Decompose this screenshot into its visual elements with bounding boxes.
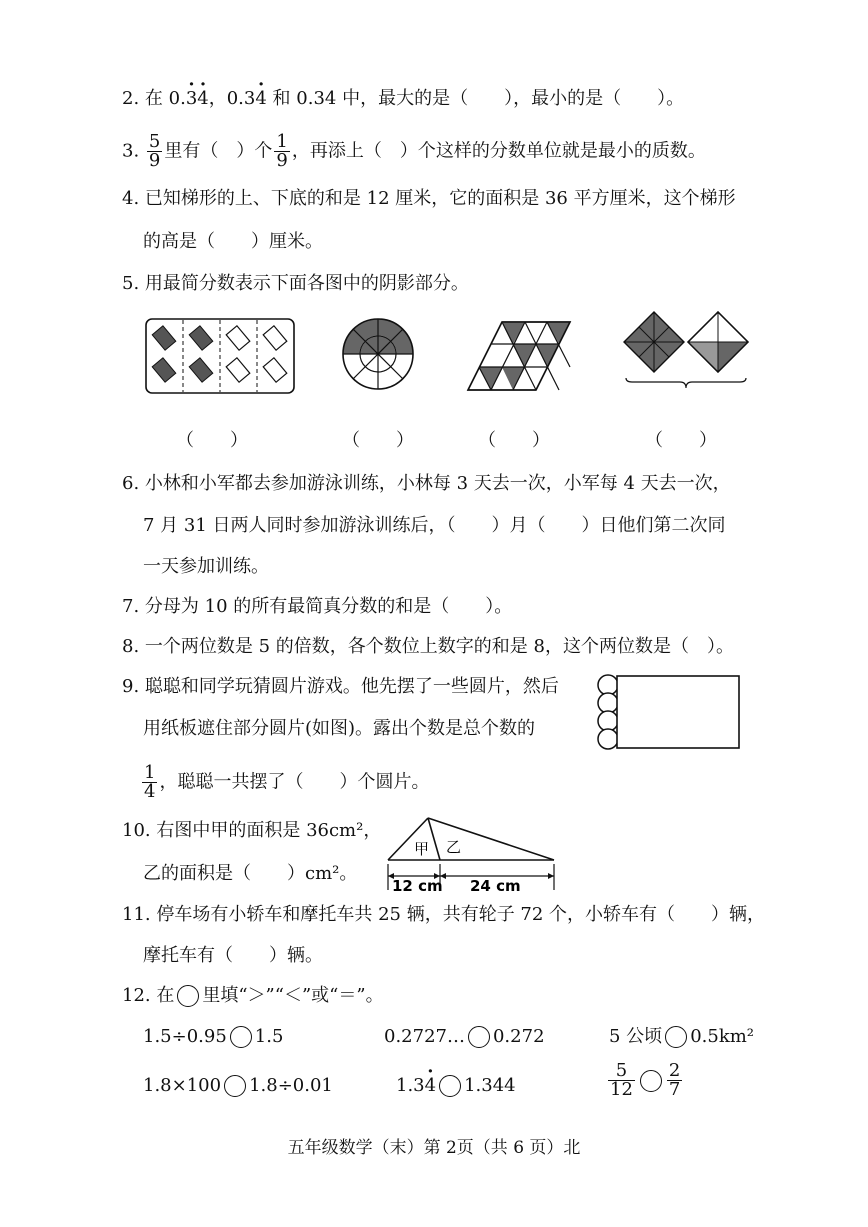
question-9-line1: 9. 聪聪和同学玩猜圆片游戏。他先摆了一些圆片，然后 bbox=[122, 676, 559, 697]
q12-text: 里填“＞”“＜”或“＝”。 bbox=[202, 985, 384, 1006]
q5-answer-1: （ ） bbox=[176, 430, 248, 451]
q5-answer-2: （ ） bbox=[342, 430, 414, 451]
compare-3: 5 公顷 0.5km² bbox=[609, 1026, 755, 1047]
question-3 bbox=[122, 133, 706, 170]
question-2 bbox=[122, 86, 684, 112]
q2-number: 2. bbox=[122, 88, 140, 109]
dimension-24cm: 24 cm bbox=[470, 877, 521, 895]
question-10-line1: 10. 右图中甲的面积是 36cm²， bbox=[122, 820, 382, 841]
compare-5: 1.34 · 1.344 bbox=[396, 1073, 516, 1099]
blank-circle-icon bbox=[177, 985, 199, 1007]
compare-circle-6[interactable] bbox=[640, 1070, 662, 1092]
q2-repeating-digit: 4 · bbox=[197, 86, 208, 112]
compare-circle-4[interactable] bbox=[224, 1075, 246, 1097]
dimension-12cm: 12 cm bbox=[392, 877, 443, 895]
q2-text: 和 0.34 中，最大的是（ ），最小的是（ ）。 bbox=[266, 88, 685, 109]
q2-repeating-digit: 4 · bbox=[255, 86, 266, 112]
q3-number: 3. bbox=[122, 140, 140, 162]
compare-2: 0.2727… 0.272 bbox=[384, 1026, 545, 1047]
question-11-line1: 11. 停车场有小轿车和摩托车共 25 辆，共有轮子 72 个，小轿车有（ ）辆， bbox=[122, 904, 766, 925]
compare-1: 1.5÷0.95 1.5 bbox=[143, 1026, 284, 1047]
question-6-line3: 一天参加训练。 bbox=[143, 556, 269, 577]
q3-text: 里有（ ）个 bbox=[164, 140, 273, 162]
question-10-line2: 乙的面积是（ ）cm²。 bbox=[143, 863, 358, 884]
fraction-1-9: $\frac{1}{9}$ bbox=[276, 131, 288, 171]
fraction-2-7: $\frac{2}{7}$ bbox=[668, 1060, 681, 1100]
question-4-line2: 的高是（ ）厘米。 bbox=[143, 231, 323, 252]
compare-6 bbox=[606, 1062, 684, 1099]
figure-circle bbox=[340, 316, 416, 392]
q5-answer-4: （ ） bbox=[645, 430, 717, 451]
question-4-line1: 4. 已知梯形的上、下底的和是 12 厘米，它的面积是 36 平方厘米，这个梯形 bbox=[122, 188, 736, 209]
question-6-line1: 6. 小林和小军都去参加游泳训练，小林每 3 天去一次，小军每 4 天去一次， bbox=[122, 473, 731, 494]
question-12 bbox=[122, 983, 384, 1009]
fraction-5-9: $\frac{5}{9}$ bbox=[148, 131, 161, 171]
page-footer: 五年级数学（末）第 2页（共 6 页）北 bbox=[287, 1138, 581, 1158]
q2-repeating-digit: 3 · bbox=[186, 86, 197, 112]
q9-text: ，聪聪一共摆了（ ）个圆片。 bbox=[159, 771, 430, 793]
question-11-line2: 摩托车有（ ）辆。 bbox=[143, 945, 323, 966]
fraction-1-4: $\frac{1}{4}$ bbox=[144, 762, 156, 802]
label-jia: 甲 bbox=[414, 840, 430, 858]
figure-tags bbox=[145, 318, 295, 394]
figure-coins-board bbox=[596, 672, 742, 752]
fraction-5-12: $\frac{5}{12}$ bbox=[610, 1060, 633, 1100]
question-5: 5. 用最简分数表示下面各图中的阴影部分。 bbox=[122, 273, 469, 294]
question-9-line3 bbox=[140, 764, 429, 801]
label-yi: 乙 bbox=[446, 838, 462, 856]
question-6-line2: 7 月 31 日两人同时参加游泳训练后，（ ）月（ ）日他们第二次同 bbox=[143, 515, 726, 536]
compare-circle-3[interactable] bbox=[665, 1026, 687, 1048]
q5-answer-3: （ ） bbox=[478, 430, 550, 451]
question-9-line2: 用纸板遮住部分圆片(如图)。露出个数是总个数的 bbox=[143, 718, 536, 739]
q3-text: ，再添上（ ）个这样的分数单位就是最小的质数。 bbox=[291, 140, 706, 162]
question-7: 7. 分母为 10 的所有最简真分数的和是（ ）。 bbox=[122, 596, 513, 617]
q12-text: 12. 在 bbox=[122, 985, 175, 1006]
q2-text: ，0.3 bbox=[208, 88, 256, 109]
q2-text: 在 0. bbox=[144, 88, 186, 109]
figure-parallelogram bbox=[466, 320, 572, 392]
question-8: 8. 一个两位数是 5 的倍数，各个数位上数字的和是 8，这个两位数是（ ）。 bbox=[122, 636, 734, 657]
figure-triangles bbox=[384, 814, 558, 896]
compare-4: 1.8×100 1.8÷0.01 bbox=[143, 1075, 333, 1096]
compare-circle-2[interactable] bbox=[468, 1026, 490, 1048]
compare-circle-5[interactable] bbox=[439, 1075, 461, 1097]
compare-circle-1[interactable] bbox=[230, 1026, 252, 1048]
figure-diamonds bbox=[622, 310, 750, 390]
